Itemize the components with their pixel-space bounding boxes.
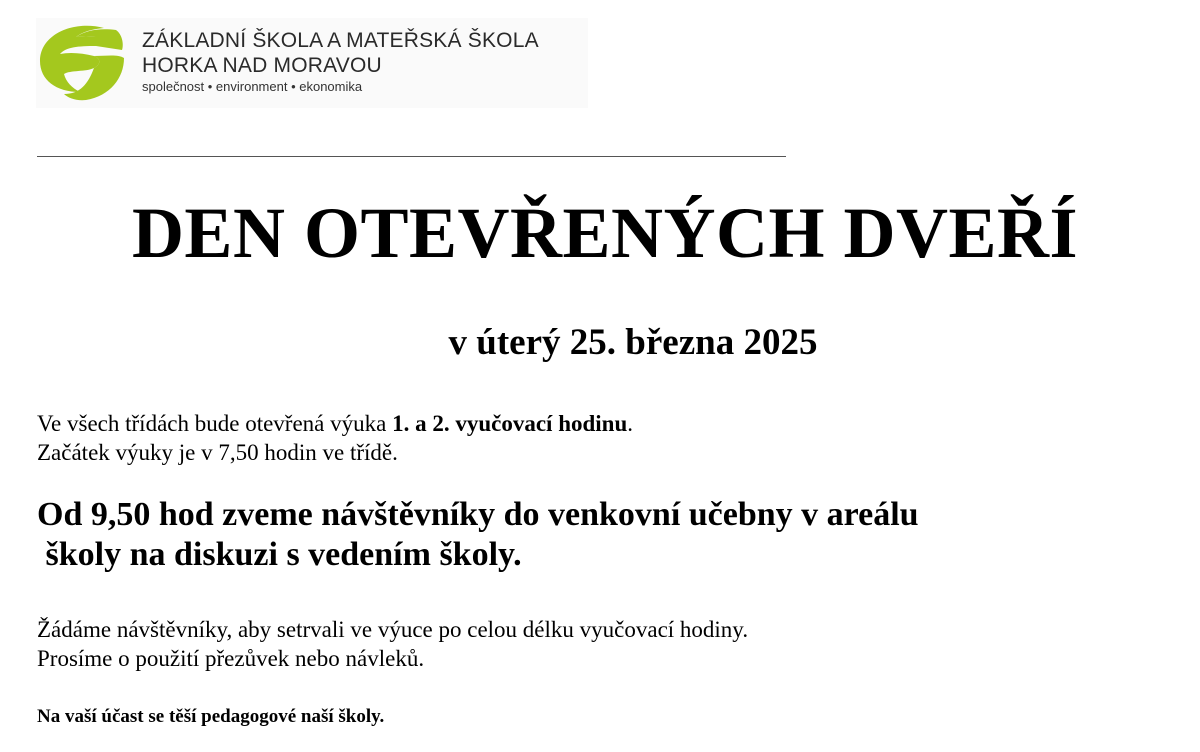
event-date: v úterý 25. března 2025 bbox=[448, 322, 818, 363]
lesson-info bbox=[37, 409, 633, 467]
school-logo-icon bbox=[36, 20, 126, 102]
lesson-info-bold: 1. a 2. vyučovací hodinu bbox=[392, 411, 628, 436]
invitation-line1: Od 9,50 hod zveme návštěvníky do venkovní učebny v areálu bbox=[37, 496, 919, 533]
school-name-line2: HORKA NAD MORAVOU bbox=[142, 54, 382, 77]
lesson-info-suffix: . bbox=[627, 411, 633, 436]
school-tagline: společnost • environment • ekonomika bbox=[142, 79, 363, 94]
page-title: DEN OTEVŘENÝCH DVEŘÍ bbox=[131, 193, 1079, 273]
request-line1: Žádáme návštěvníky, aby setrvali ve výuce po celou délku vyučovací hodiny. bbox=[37, 617, 749, 642]
request-line2: Prosíme o použití přezůvek nebo návleků. bbox=[37, 646, 425, 671]
invitation-text bbox=[37, 495, 919, 575]
closing-line: Na vaší účast se těší pedagogové naší školy. bbox=[37, 706, 385, 727]
lesson-info-prefix: Ve všech třídách bude otevřená výuka bbox=[37, 411, 393, 436]
header-divider bbox=[37, 156, 786, 157]
lesson-start-time: Začátek výuky je v 7,50 hodin ve třídě. bbox=[37, 440, 398, 465]
invitation-line2: školy na diskuzi s vedením školy. bbox=[37, 536, 522, 573]
school-name-line1: ZÁKLADNÍ ŠKOLA A MATEŘSKÁ ŠKOLA bbox=[142, 29, 539, 52]
school-header bbox=[36, 18, 588, 108]
school-name bbox=[142, 28, 539, 78]
visitor-requests bbox=[37, 615, 748, 673]
lesson-info-line1 bbox=[37, 409, 633, 438]
